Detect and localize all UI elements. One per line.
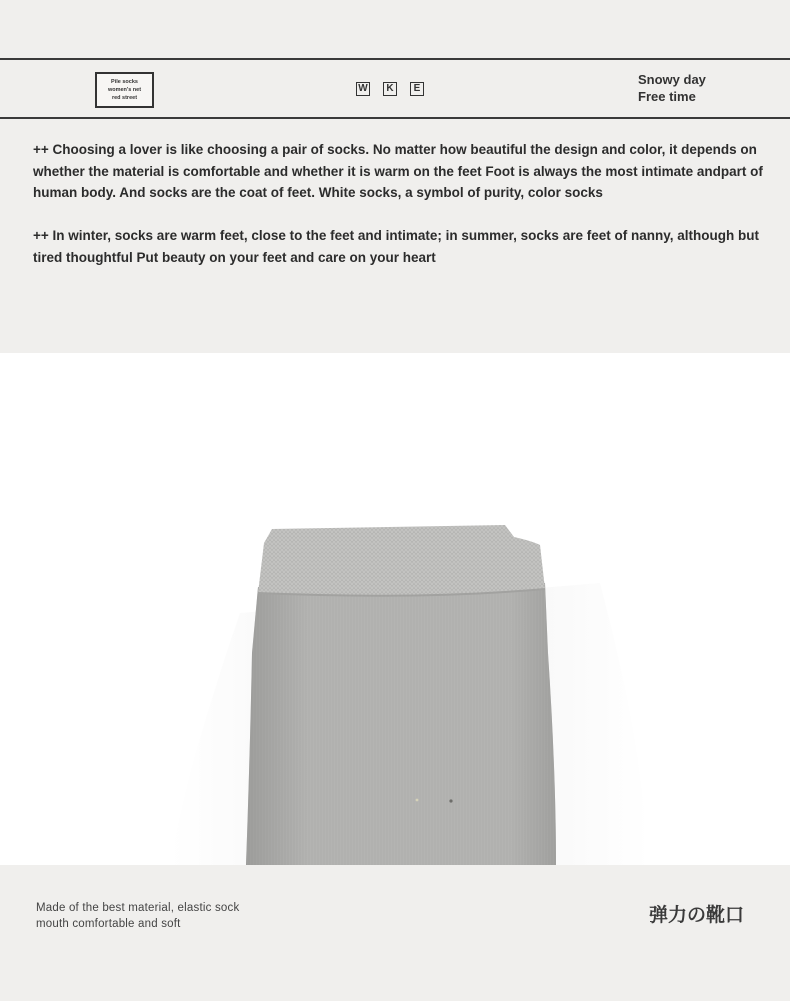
- sock-cuff: [258, 525, 545, 596]
- tagline-line-2: Free time: [638, 89, 696, 104]
- intro-paragraph-1: ++ Choosing a lover is like choosing a pair of socks. No matter how beautiful the design and color, it depends on whether the material is comfortable and whether it is warm on the feet Foot is always the most intimate andpart of human body. And socks are the coat of feet. White socks, a symbol of purity, color socks: [33, 142, 763, 200]
- feature-title: 弹力の靴口: [649, 904, 745, 926]
- caption-line-2: mouth comfortable and soft: [36, 918, 181, 930]
- letter-badge-e: E: [410, 82, 424, 96]
- header-band: [0, 58, 790, 119]
- letter-badge-k: K: [383, 82, 397, 96]
- tagline: [638, 71, 706, 105]
- tagline-line-1: Snowy day: [638, 72, 706, 87]
- product-photo: [0, 353, 790, 865]
- sock-image: [0, 353, 790, 865]
- letter-badges: [356, 82, 424, 96]
- logo-line-2: women's net: [107, 87, 142, 93]
- logo-line-1: Pile socks: [111, 79, 138, 85]
- logo-line-3: red street: [111, 95, 138, 101]
- letter-badge-w: W: [356, 82, 370, 96]
- brand-logo: [95, 72, 154, 108]
- caption-line-1: Made of the best material, elastic sock: [36, 902, 240, 914]
- intro-paragraph-2: ++ In winter, socks are warm feet, close to the feet and intimate; in summer, socks are feet of nanny, although but tired thoughtful Put beauty on your feet and care on your heart: [33, 228, 759, 265]
- product-caption: [36, 900, 239, 932]
